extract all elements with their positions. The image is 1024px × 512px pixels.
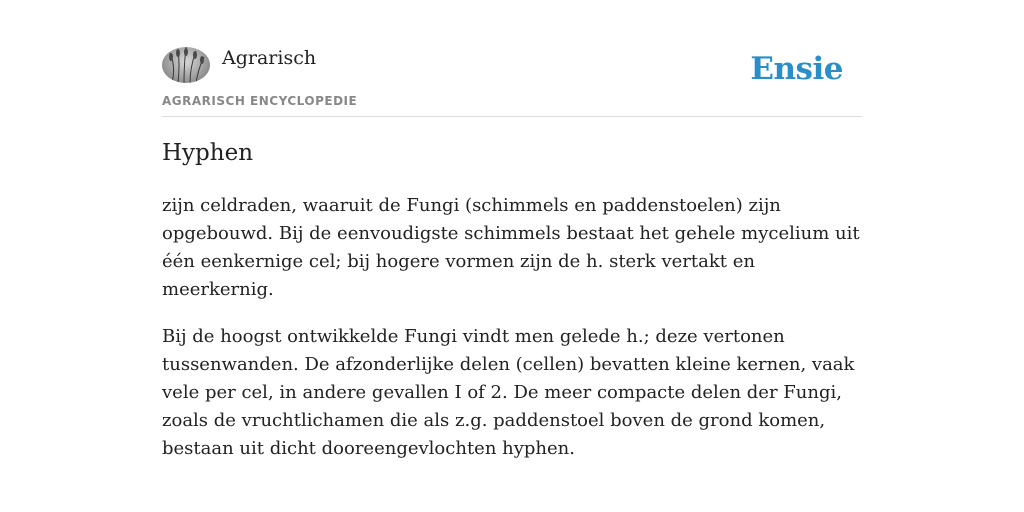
source-subtitle[interactable]: AGRARISCH ENCYCLOPEDIE <box>162 94 358 108</box>
source-name[interactable]: Agrarisch <box>222 47 317 69</box>
paragraph: zijn celdraden, waaruit de Fungi (schimmels en paddenstoelen) zijn opgebouwd. Bij de eenvoudigste schimmels bestaat het gehele mycelium uit één eenkernige cel; bij hogere vormen zijn de h. sterk vertakt en meerkernig. <box>162 195 860 300</box>
page-title: Hyphen <box>162 140 254 166</box>
brand-logo[interactable]: Ensie <box>750 51 843 87</box>
header <box>162 46 862 117</box>
paragraph: Bij de hoogst ontwikkelde Fungi vindt men gelede h.; deze vertonen tussenwanden. De afzonderlijke delen (cellen) bevatten kleine kernen, vaak vele per cel, in andere gevallen I of 2. De meer compacte delen der Fungi, zoals de vruchtlichamen die als z.g. paddenstoel boven de grond komen, bestaan uit dicht dooreengevlochten hyphen. <box>162 326 855 459</box>
article-body <box>162 192 862 482</box>
wheat-ears-icon[interactable] <box>162 47 210 83</box>
